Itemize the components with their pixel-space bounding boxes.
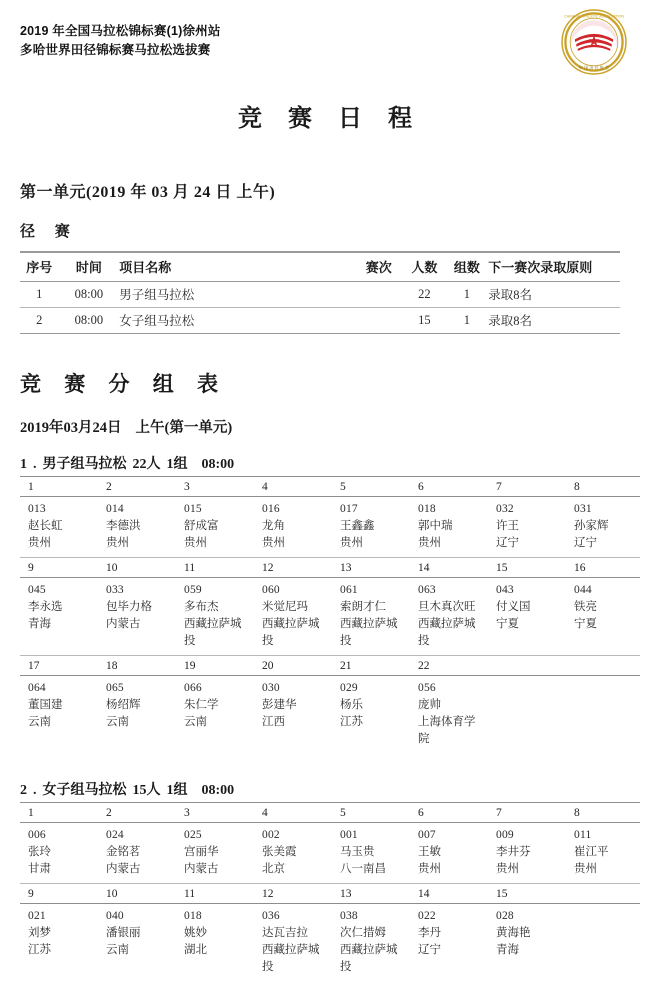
- athlete-team: 辽宁: [496, 537, 519, 549]
- schedule-col-round: 赛次: [354, 252, 403, 282]
- event-title-line-2: 多哈世界田径锦标赛马拉松选拔赛: [20, 43, 211, 57]
- athlete-name: 郭中瑞: [418, 520, 453, 532]
- logo-chinese-label: 中 国 田 径 协 会: [578, 65, 610, 71]
- athlete-cell: [254, 904, 332, 981]
- athlete-name: 包毕力格: [106, 601, 152, 613]
- lane-number: 22: [418, 660, 430, 672]
- event-caption-name: 男子组马拉松: [42, 457, 127, 472]
- lane-number: 5: [340, 481, 346, 493]
- lane-number: 8: [574, 481, 580, 493]
- event-caption-count: 15人: [132, 783, 161, 798]
- lane-number: 3: [184, 807, 190, 819]
- athlete-bib: 013: [28, 503, 46, 515]
- lane-number-row: [20, 884, 640, 904]
- lane-number: 15: [496, 888, 508, 900]
- athlete-team: 江苏: [28, 944, 51, 956]
- lane-number: 15: [496, 562, 508, 574]
- event-group-mens-marathon: [20, 453, 640, 753]
- athlete-cell: [98, 904, 176, 981]
- event-title-block: [20, 22, 640, 60]
- athlete-name: 宫丽华: [184, 846, 219, 858]
- athlete-row: [20, 676, 640, 753]
- athlete-name: 彭建华: [262, 699, 297, 711]
- schedule-col-count: 人数: [403, 252, 446, 282]
- athlete-bib: 016: [262, 503, 280, 515]
- lane-number-empty: [566, 656, 644, 675]
- athlete-name: 董国建: [28, 699, 63, 711]
- athlete-team: 贵州: [184, 537, 207, 549]
- schedule-cell-event: 女子组马拉松: [119, 314, 195, 328]
- athlete-team: 宁夏: [574, 618, 597, 630]
- event-caption: 1 . 男子组马拉松 22人 1组 08:00: [20, 453, 640, 477]
- lane-number: 12: [262, 562, 274, 574]
- lane-number: 11: [184, 888, 196, 900]
- event-caption-time: 08:00: [201, 783, 235, 798]
- athlete-cell: [410, 497, 488, 557]
- athlete-bib: 018: [184, 910, 202, 922]
- athlete-cell: [20, 904, 98, 981]
- lane-number: 5: [340, 807, 346, 819]
- lane-number: 10: [106, 888, 118, 900]
- athlete-name: 黄海艳: [496, 927, 531, 939]
- athlete-cell: [98, 578, 176, 655]
- athlete-cell: [20, 823, 98, 883]
- athlete-bib: 032: [496, 503, 514, 515]
- lane-number: 2: [106, 807, 112, 819]
- schedule-col-no: 序号: [20, 252, 59, 282]
- athlete-bib: 061: [340, 584, 358, 596]
- lane-number: 1: [28, 807, 34, 819]
- athlete-team: 辽宁: [418, 944, 441, 956]
- athlete-name: 龙角: [262, 520, 285, 532]
- lane-number: 4: [262, 807, 268, 819]
- athlete-bib: 056: [418, 682, 436, 694]
- athlete-cell: [410, 823, 488, 883]
- athlete-cell: [98, 497, 176, 557]
- lane-number: 14: [418, 562, 430, 574]
- event-caption-groups: 1组: [166, 783, 188, 798]
- athlete-name: 潘银丽: [106, 927, 141, 939]
- athlete-bib: 015: [184, 503, 202, 515]
- athlete-cell: [20, 497, 98, 557]
- athlete-cell: [488, 578, 566, 655]
- athlete-name: 朱仁学: [184, 699, 219, 711]
- athlete-bib: 036: [262, 910, 280, 922]
- athlete-team: 贵州: [106, 537, 129, 549]
- schedule-cell-rule: 录取8名: [488, 288, 532, 302]
- schedule-table-head: [20, 252, 620, 282]
- athlete-bib: 033: [106, 584, 124, 596]
- athlete-team: 贵州: [574, 863, 597, 875]
- athlete-name: 刘梦: [28, 927, 51, 939]
- page-title: 竞 赛 日 程: [238, 106, 422, 132]
- athlete-cell: [488, 497, 566, 557]
- athlete-cell: [20, 578, 98, 655]
- lane-number: 7: [496, 481, 502, 493]
- lane-number: 8: [574, 807, 580, 819]
- athlete-team: 云南: [28, 716, 51, 728]
- athlete-cell: [176, 497, 254, 557]
- schedule-cell-round: [354, 282, 403, 308]
- athlete-cell: [254, 578, 332, 655]
- athlete-cell: [332, 904, 410, 981]
- athlete-bib: 025: [184, 829, 202, 841]
- athlete-team: 贵州: [340, 537, 363, 549]
- document-header: [20, 0, 640, 84]
- athlete-cell: [488, 823, 566, 883]
- lane-number: 14: [418, 888, 430, 900]
- grouping-session: 上午(第一单元): [135, 420, 233, 436]
- athlete-name: 张玲: [28, 846, 51, 858]
- grouping-date: 2019年03月24日: [20, 420, 122, 436]
- table-row: [20, 308, 620, 334]
- table-row: [20, 282, 620, 308]
- athlete-bib: 059: [184, 584, 202, 596]
- grouping-section-title: 竞 赛 分 组 表: [20, 372, 227, 396]
- lane-number: 6: [418, 807, 424, 819]
- athlete-team: 青海: [28, 618, 51, 630]
- schedule-col-event: 项目名称: [119, 252, 354, 282]
- athlete-bib: 011: [574, 829, 592, 841]
- athlete-name: 旦木真次旺: [418, 601, 476, 613]
- athlete-name: 李丹: [418, 927, 441, 939]
- athlete-name: 付义国: [496, 601, 531, 613]
- athlete-team: 江苏: [340, 716, 363, 728]
- athlete-name: 张美霞: [262, 846, 297, 858]
- athlete-cell: [410, 578, 488, 655]
- athlete-cell: [332, 676, 410, 753]
- lane-number: 18: [106, 660, 118, 672]
- athlete-name: 王鑫鑫: [340, 520, 375, 532]
- athlete-team: 内蒙古: [106, 618, 141, 630]
- athlete-cell-empty: [488, 676, 566, 753]
- lane-number-empty: [566, 884, 644, 903]
- athlete-cell: [254, 497, 332, 557]
- lane-block: [20, 477, 640, 558]
- event-caption-count: 22人: [132, 457, 161, 472]
- athlete-team: 青海: [496, 944, 519, 956]
- athlete-team: 湖北: [184, 944, 207, 956]
- athlete-team: 西藏拉萨城投: [184, 618, 242, 647]
- athlete-team: 北京: [262, 863, 285, 875]
- schedule-cell-no: 1: [36, 286, 43, 301]
- athlete-bib: 002: [262, 829, 280, 841]
- athlete-bib: 009: [496, 829, 514, 841]
- athlete-bib: 021: [28, 910, 46, 922]
- lane-number: 21: [340, 660, 352, 672]
- schedule-cell-groups: 1: [463, 312, 471, 327]
- athlete-cell: [488, 904, 566, 981]
- athlete-team: 西藏拉萨城投: [340, 618, 398, 647]
- event-caption-index: 2: [20, 783, 27, 798]
- schedule-col-time: 时间: [59, 252, 120, 282]
- athlete-cell: [332, 578, 410, 655]
- athlete-team: 内蒙古: [106, 863, 141, 875]
- athlete-cell: [254, 676, 332, 753]
- athlete-cell: [176, 823, 254, 883]
- athlete-bib: 001: [340, 829, 358, 841]
- schedule-header-row: [20, 252, 620, 282]
- athlete-name: 米觉尼玛: [262, 601, 308, 613]
- athlete-name: 李永选: [28, 601, 63, 613]
- athlete-cell: [410, 676, 488, 753]
- athlete-name: 赵长虹: [28, 520, 63, 532]
- event-caption-time: 08:00: [201, 457, 235, 472]
- athlete-bib: 017: [340, 503, 358, 515]
- athlete-name: 达瓦吉拉: [262, 927, 308, 939]
- schedule-col-groups: 组数: [446, 252, 489, 282]
- lane-number: 12: [262, 888, 274, 900]
- lane-number: 6: [418, 481, 424, 493]
- lane-block: [20, 656, 640, 753]
- athlete-bib: 029: [340, 682, 358, 694]
- schedule-cell-count: 15: [418, 312, 431, 327]
- athlete-bib: 031: [574, 503, 592, 515]
- lane-number-row: [20, 558, 640, 578]
- athlete-team: 云南: [184, 716, 207, 728]
- athlete-row: [20, 497, 640, 558]
- athlete-name: 庞帅: [418, 699, 441, 711]
- athlete-cell: [98, 676, 176, 753]
- athlete-cell: [176, 578, 254, 655]
- lane-number: 9: [28, 562, 34, 574]
- event-caption-name: 女子组马拉松: [42, 783, 127, 798]
- lane-number-row: [20, 477, 640, 497]
- athlete-row: [20, 904, 640, 981]
- athlete-name: 李德洪: [106, 520, 141, 532]
- schedule-cell-groups: 1: [463, 286, 471, 301]
- athlete-team: 内蒙古: [184, 863, 219, 875]
- grouping-date-line: [20, 416, 640, 437]
- athlete-cell: [176, 904, 254, 981]
- athlete-team: 甘肃: [28, 863, 51, 875]
- athlete-bib: 066: [184, 682, 202, 694]
- athlete-name: 孙家辉: [574, 520, 609, 532]
- athlete-bib: 014: [106, 503, 124, 515]
- athlete-bib: 043: [496, 584, 514, 596]
- athlete-cell: [410, 904, 488, 981]
- lane-number: 9: [28, 888, 34, 900]
- athlete-name: 许王: [496, 520, 519, 532]
- lane-number: 7: [496, 807, 502, 819]
- athlete-team: 辽宁: [574, 537, 597, 549]
- athlete-bib: 063: [418, 584, 436, 596]
- athlete-name: 杨绍辉: [106, 699, 141, 711]
- athlete-team: 贵州: [262, 537, 285, 549]
- athlete-cell: [332, 823, 410, 883]
- athlete-team: 西藏拉萨城投: [340, 944, 398, 973]
- athlete-bib: 045: [28, 584, 46, 596]
- athlete-name: 李井芬: [496, 846, 531, 858]
- athlete-name: 金铭茗: [106, 846, 141, 858]
- athlete-row: [20, 578, 640, 656]
- lane-number: 4: [262, 481, 268, 493]
- lane-number: 13: [340, 888, 352, 900]
- event-caption-groups: 1组: [166, 457, 188, 472]
- athlete-cell: [566, 578, 644, 655]
- athlete-team: 八一南昌: [340, 863, 386, 875]
- athlete-name: 王敏: [418, 846, 441, 858]
- lane-block: [20, 558, 640, 656]
- athlete-bib: 065: [106, 682, 124, 694]
- athlete-team: 贵州: [28, 537, 51, 549]
- athlete-bib: 006: [28, 829, 46, 841]
- athlete-bib: 022: [418, 910, 436, 922]
- athlete-team: 江西: [262, 716, 285, 728]
- lane-number: 16: [574, 562, 586, 574]
- athlete-team: 西藏拉萨城投: [262, 944, 320, 973]
- athlete-name: 次仁措姆: [340, 927, 386, 939]
- athlete-bib: 028: [496, 910, 514, 922]
- athlete-bib: 044: [574, 584, 592, 596]
- lane-number-row: [20, 656, 640, 676]
- athlete-bib: 060: [262, 584, 280, 596]
- athlete-name: 索朗才仁: [340, 601, 386, 613]
- athlete-team: 云南: [106, 944, 129, 956]
- schedule-cell-round: [354, 308, 403, 334]
- chinese-athletic-association-logo-icon: [560, 8, 628, 76]
- schedule-cell-count: 22: [418, 286, 431, 301]
- schedule-col-rule: 下一赛次录取原则: [488, 252, 620, 282]
- lane-block: [20, 884, 640, 981]
- schedule-cell-time: 08:00: [74, 312, 104, 327]
- athlete-name: 姚妙: [184, 927, 207, 939]
- athlete-team: 宁夏: [496, 618, 519, 630]
- athlete-bib: 030: [262, 682, 280, 694]
- lane-number: 20: [262, 660, 274, 672]
- lane-number: 13: [340, 562, 352, 574]
- athlete-row: [20, 823, 640, 884]
- athlete-name: 多布杰: [184, 601, 219, 613]
- lane-number: 11: [184, 562, 196, 574]
- lane-number: 1: [28, 481, 34, 493]
- event-group-womens-marathon: [20, 779, 640, 981]
- athlete-bib: 018: [418, 503, 436, 515]
- schedule-cell-rule: 录取8名: [488, 314, 532, 328]
- athlete-cell: [98, 823, 176, 883]
- unit-heading: 第一单元(2019 年 03 月 24 日 上午): [20, 184, 276, 201]
- lane-block: [20, 803, 640, 884]
- track-events-heading: 径 赛: [20, 224, 78, 240]
- athlete-cell: [254, 823, 332, 883]
- athlete-cell: [566, 823, 644, 883]
- athlete-bib: 007: [418, 829, 436, 841]
- athlete-team: 上海体育学院: [418, 716, 476, 745]
- athlete-team: 云南: [106, 716, 129, 728]
- schedule-cell-event: 男子组马拉松: [119, 288, 195, 302]
- event-title-line-1: 2019 年全国马拉松锦标赛(1)徐州站: [20, 24, 221, 38]
- svg-text:CHINESE ATHLETIC ASSOCIATION: CHINESE ATHLETIC ASSOCIATION: [564, 14, 624, 19]
- schedule-cell-no: 2: [36, 312, 43, 327]
- athlete-bib: 040: [106, 910, 124, 922]
- athlete-cell: [566, 497, 644, 557]
- athlete-team: 贵州: [418, 537, 441, 549]
- lane-number: 2: [106, 481, 112, 493]
- lane-number: 3: [184, 481, 190, 493]
- athlete-name: 舒成富: [184, 520, 219, 532]
- athlete-cell: [176, 676, 254, 753]
- lane-number: 19: [184, 660, 196, 672]
- athlete-name: 铁亮: [574, 601, 597, 613]
- schedule-cell-time: 08:00: [74, 286, 104, 301]
- competition-schedule-table: [20, 251, 620, 334]
- event-caption: 2 . 女子组马拉松 15人 1组 08:00: [20, 779, 640, 803]
- event-caption-index: 1: [20, 457, 27, 472]
- athlete-bib: 064: [28, 682, 46, 694]
- athlete-cell: [332, 497, 410, 557]
- athlete-bib: 038: [340, 910, 358, 922]
- schedule-table-body: [20, 282, 620, 334]
- lane-number: 17: [28, 660, 40, 672]
- athlete-name: 马玉贵: [340, 846, 375, 858]
- athlete-cell-empty: [566, 676, 644, 753]
- lane-number-row: [20, 803, 640, 823]
- lane-number: 10: [106, 562, 118, 574]
- athlete-cell: [20, 676, 98, 753]
- athlete-cell-empty: [566, 904, 644, 981]
- athlete-team: 贵州: [418, 863, 441, 875]
- lane-number-empty: [488, 656, 566, 675]
- athlete-team: 贵州: [496, 863, 519, 875]
- athlete-name: 杨乐: [340, 699, 363, 711]
- athlete-team: 西藏拉萨城投: [262, 618, 320, 647]
- athlete-bib: 024: [106, 829, 124, 841]
- athlete-team: 西藏拉萨城投: [418, 618, 476, 647]
- athlete-name: 崔江平: [574, 846, 609, 858]
